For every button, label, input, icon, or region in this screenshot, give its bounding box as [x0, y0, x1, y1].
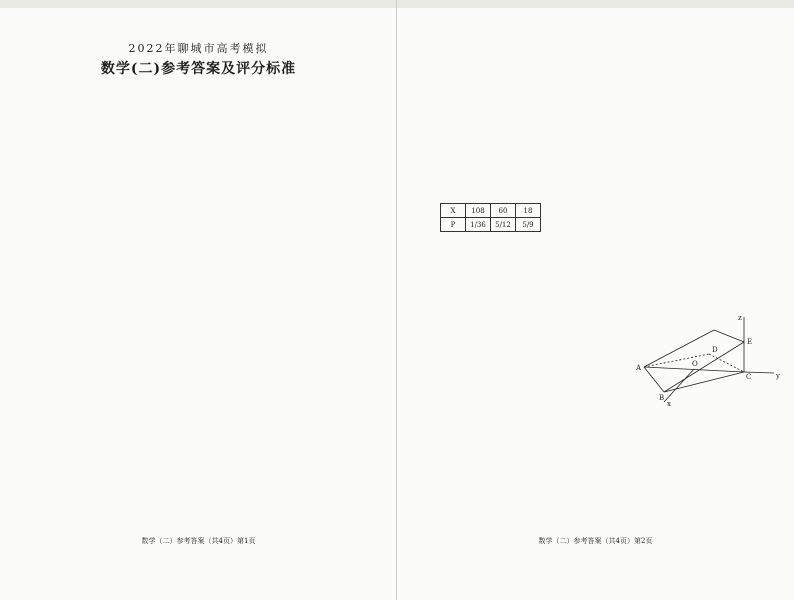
label-d: D	[712, 346, 718, 354]
page-1-footer: 数学（二）参考答案（共4页）第1页	[141, 537, 256, 545]
label-y: y	[776, 372, 780, 380]
edge-ad	[644, 354, 709, 367]
distribution-table	[440, 203, 541, 232]
table-header-row	[441, 204, 541, 218]
table-row	[441, 218, 541, 232]
document-subtitle: 数学(二)参考答案及评分标准	[100, 61, 297, 77]
table-cell: P	[441, 218, 466, 232]
table-cell: 60	[491, 204, 516, 218]
edge-ed	[714, 330, 744, 342]
exam-title: 2022年聊城市高考模拟	[128, 42, 269, 55]
label-c: C	[746, 373, 752, 381]
page-2-footer: 数学（二）参考答案（共4页）第2页	[538, 537, 653, 545]
table-cell: 18	[516, 204, 541, 218]
page-2	[397, 0, 794, 600]
label-a: A	[636, 364, 642, 372]
edge-ab	[644, 367, 664, 392]
edge-dc	[709, 354, 744, 372]
edge-be	[664, 342, 744, 392]
label-b: B	[659, 394, 665, 402]
table-cell: 1/36	[466, 218, 491, 232]
table-cell: 5/12	[491, 218, 516, 232]
table-cell: 5/9	[516, 218, 541, 232]
label-e: E	[747, 338, 753, 346]
label-x: x	[667, 400, 671, 407]
edge-ae	[644, 330, 714, 367]
label-z: z	[738, 314, 742, 322]
table-cell: X	[441, 204, 466, 218]
table-cell: 108	[466, 204, 491, 218]
label-o: O	[692, 360, 698, 368]
geometry-figure	[634, 312, 784, 407]
